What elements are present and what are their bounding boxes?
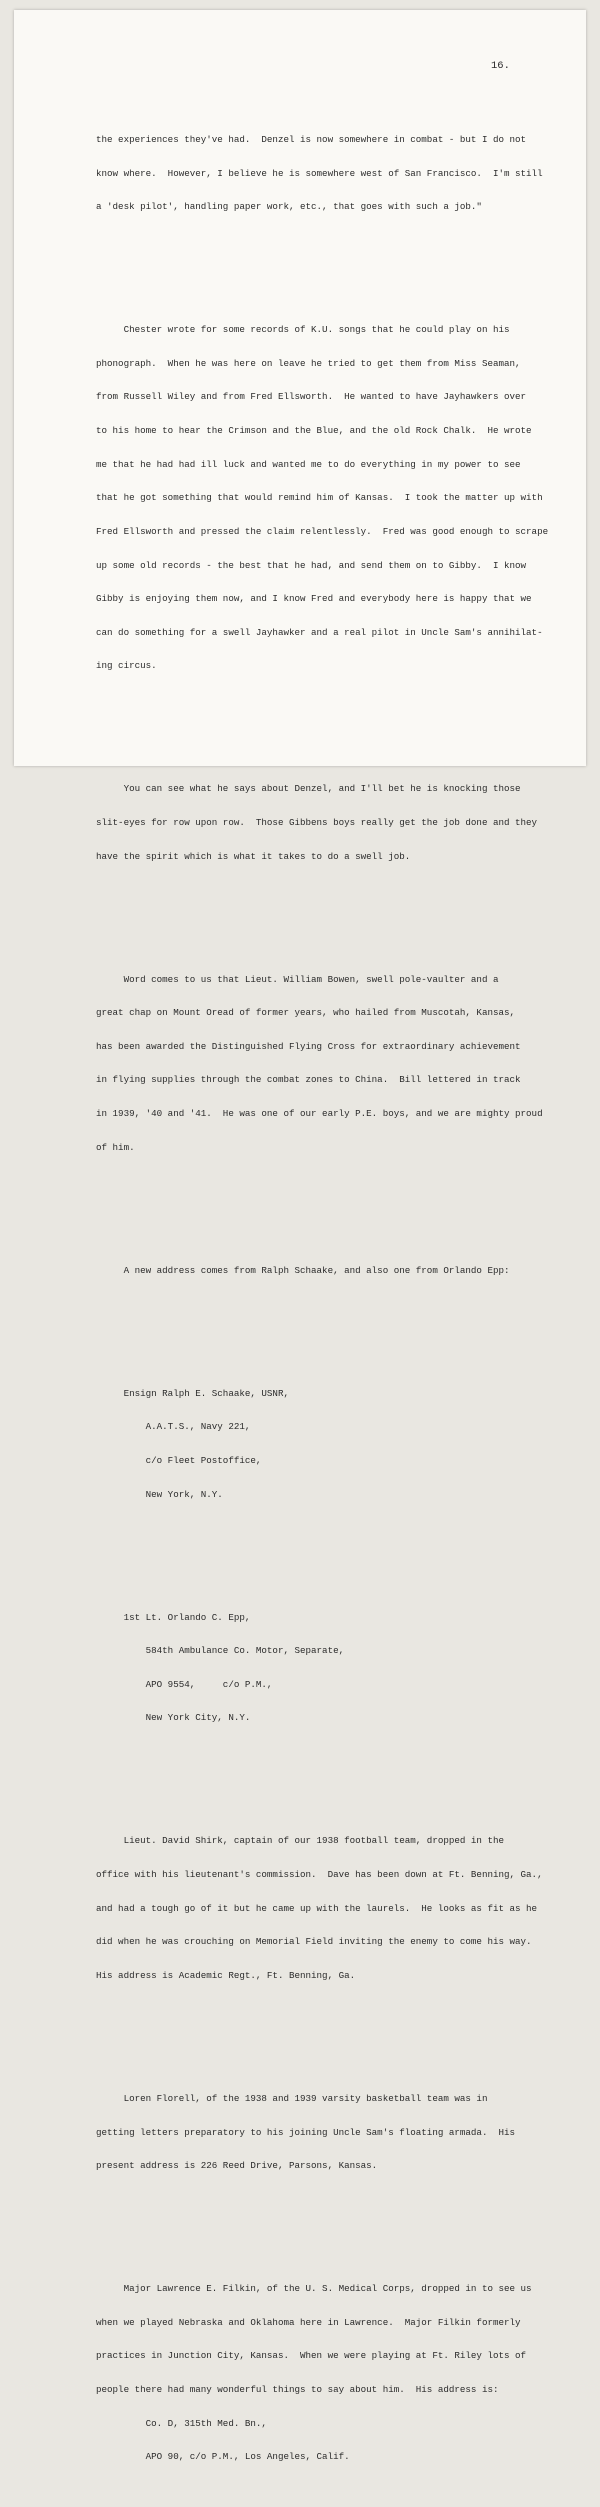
text-line: a 'desk pilot', handling paper work, etc., that goes with such a job." xyxy=(96,201,482,213)
text-line: have the spirit which is what it takes to do a swell job. xyxy=(96,850,411,862)
text-line: great chap on Mount Oread of former years, who hailed from Muscotah, Kansas, xyxy=(96,1007,516,1019)
text-line: me that he had had ill luck and wanted me to do everything in my power to see xyxy=(96,458,521,470)
paragraph xyxy=(96,1813,554,2003)
text-line: office with his lieutenant's commission. Dave has been down at Ft. Benning, Ga., xyxy=(96,1869,543,1881)
text-line: Gibby is enjoying them now, and I know Fred and everybody here is happy that we xyxy=(96,593,532,605)
text-line: getting letters preparatory to his joining Uncle Sam's floating armada. His xyxy=(96,2126,516,2138)
text-line: A new address comes from Ralph Schaake, and also one from Orlando Epp: xyxy=(96,1264,510,1276)
text-line: and had a tough go of it but he came up with the laurels. He looks as fit as he xyxy=(96,1902,538,1914)
address-line: New York, N.Y. xyxy=(96,1488,223,1500)
text-line: people there had many wonderful things to say about him. His address is: xyxy=(96,2384,499,2396)
text-line: practices in Junction City, Kansas. When we were playing at Ft. Riley lots of xyxy=(96,2350,527,2362)
paragraph xyxy=(96,302,554,694)
address-block xyxy=(96,1589,554,1746)
text-line: from Russell Wiley and from Fred Ellsworth. He wanted to have Jayhawkers over xyxy=(96,391,527,403)
page-number: 16. xyxy=(491,60,510,72)
address-line: 1st Lt. Orlando C. Epp, xyxy=(96,1611,251,1623)
address-line: A.A.T.S., Navy 221, xyxy=(96,1421,251,1433)
text-line: Lieut. David Shirk, captain of our 1938 football team, dropped in the xyxy=(96,1835,504,1847)
paragraph xyxy=(96,112,554,235)
paragraph xyxy=(96,2261,554,2485)
address-line: APO 9554, c/o P.M., xyxy=(96,1678,273,1690)
paragraph xyxy=(96,2071,554,2194)
address-line: 584th Ambulance Co. Motor, Separate, xyxy=(96,1645,345,1657)
text-line: present address is 226 Reed Drive, Parsons, Kansas. xyxy=(96,2160,378,2172)
address-line: Ensign Ralph E. Schaake, USNR, xyxy=(96,1387,289,1399)
text-line: the experiences they've had. Denzel is now somewhere in combat - but I do not xyxy=(96,134,527,146)
address-line: New York City, N.Y. xyxy=(96,1712,251,1724)
address-line: APO 90, c/o P.M., Los Angeles, Calif. xyxy=(96,2451,350,2463)
text-line: has been awarded the Distinguished Flying Cross for extraordinary achievement xyxy=(96,1040,521,1052)
text-line: You can see what he says about Denzel, and I'll bet he is knocking those xyxy=(96,783,521,795)
address-line: Co. D, 315th Med. Bn., xyxy=(96,2417,267,2429)
text-line: Fred Ellsworth and pressed the claim relentlessly. Fred was good enough to scrape xyxy=(96,525,549,537)
text-line: up some old records - the best that he had, and send them on to Gibby. I know xyxy=(96,559,527,571)
text-line: in flying supplies through the combat zones to China. Bill lettered in track xyxy=(96,1074,521,1086)
text-line: His address is Academic Regt., Ft. Benning, Ga. xyxy=(96,1969,356,1981)
text-line: Chester wrote for some records of K.U. songs that he could play on his xyxy=(96,324,510,336)
text-line: that he got something that would remind him of Kansas. I took the matter up with xyxy=(96,492,543,504)
text-line: did when he was crouching on Memorial Field inviting the enemy to come his way. xyxy=(96,1936,532,1948)
address-line: c/o Fleet Postoffice, xyxy=(96,1454,262,1466)
text-line: Major Lawrence E. Filkin, of the U. S. Medical Corps, dropped in to see us xyxy=(96,2283,532,2295)
text-line: Loren Florell, of the 1938 and 1939 varsity basketball team was in xyxy=(96,2092,488,2104)
text-line: to his home to hear the Crimson and the Blue, and the old Rock Chalk. He wrote xyxy=(96,425,532,437)
text-line: phonograph. When he was here on leave he tried to get them from Miss Seaman, xyxy=(96,357,521,369)
text-line: Word comes to us that Lieut. William Bowen, swell pole-vaulter and a xyxy=(96,973,499,985)
paragraph xyxy=(96,761,554,884)
paragraph xyxy=(96,1242,554,1298)
paragraph xyxy=(96,951,554,1175)
text-line: know where. However, I believe he is somewhere west of San Francisco. I'm still xyxy=(96,167,543,179)
text-line: can do something for a swell Jayhawker and a real pilot in Uncle Sam's annihilat- xyxy=(96,626,543,638)
typed-text-body xyxy=(96,78,554,2507)
text-line: ing circus. xyxy=(96,660,157,672)
text-line: slit-eyes for row upon row. Those Gibbens boys really get the job done and they xyxy=(96,817,538,828)
text-line: when we played Nebraska and Oklahoma here in Lawrence. Major Filkin formerly xyxy=(96,2316,521,2328)
address-block xyxy=(96,1365,554,1522)
text-line: of him. xyxy=(96,1141,135,1153)
text-line: in 1939, '40 and '41. He was one of our early P.E. boys, and we are mighty proud xyxy=(96,1108,543,1120)
document-page xyxy=(14,10,586,2463)
